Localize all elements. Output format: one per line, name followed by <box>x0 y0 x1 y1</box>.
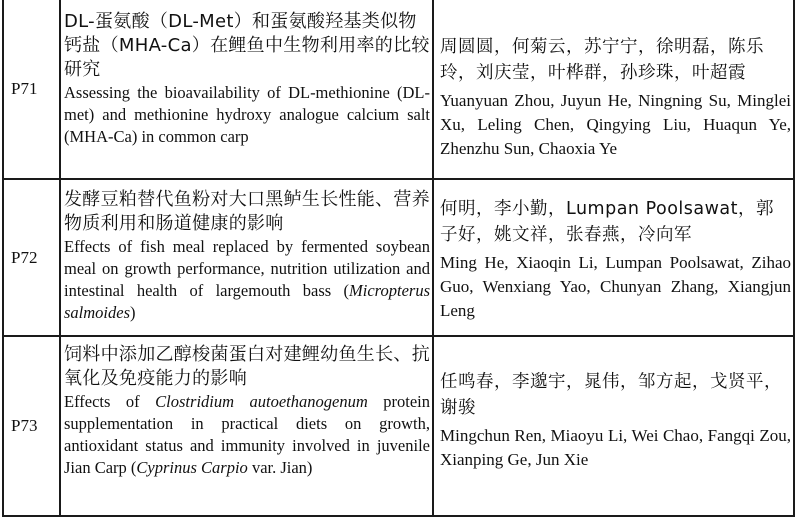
english-authors: Yuanyuan Zhou, Juyun He, Ningning Su, Minglei Xu, Leling Chen, Qingying Liu, Huaqun Ye, Zhenzhu Sun, Chaoxia Ye <box>440 91 791 158</box>
title-cell <box>60 336 433 516</box>
english-authors: Mingchun Ren, Miaoyu Li, Wei Chao, Fangqi Zou, Xianping Ge, Jun Xie <box>440 426 791 469</box>
species-name: Micropterus salmoides <box>64 281 430 322</box>
poster-id: P73 <box>3 336 60 516</box>
species-name: Cyprinus Carpio <box>136 458 248 477</box>
english-title <box>64 82 430 148</box>
author-cell <box>433 0 794 179</box>
english-title-segment: Assessing the bioavailability of DL-methionine (DL-met) and methionine hydroxy analogue calcium salt (MHA-Ca) in common carp <box>64 83 430 146</box>
chinese-authors: 任鸣春，李邈宇，晁伟，邹方起，戈贤平，谢骏 <box>440 372 782 418</box>
abstract-table <box>2 0 795 517</box>
chinese-authors: 何明，李小勤，Lumpan Poolsawat，郭子好，姚文祥，张春燕，冷向军 <box>440 199 775 245</box>
chinese-title: DL-蛋氨酸（DL-Met）和蛋氨酸羟基类似物钙盐（MHA-Ca）在鲤鱼中生物利用率的比较研究 <box>64 11 430 80</box>
table-row <box>3 336 794 516</box>
english-title <box>64 236 430 324</box>
english-title <box>64 391 430 479</box>
english-title-segment: Effects of <box>64 392 156 411</box>
author-cell <box>433 179 794 336</box>
english-title-segment: ) <box>130 303 136 322</box>
chinese-title: 发酵豆粕替代鱼粉对大口黑鲈生长性能、营养物质利用和肠道健康的影响 <box>64 189 430 234</box>
poster-id: P71 <box>3 0 60 179</box>
title-cell <box>60 179 433 336</box>
chinese-authors: 周圆圆，何菊云，苏宁宁，徐明磊，陈乐玲，刘庆莹，叶桦群，孙珍珠，叶超霞 <box>440 37 764 83</box>
chinese-title: 饲料中添加乙醇梭菌蛋白对建鲤幼鱼生长、抗氧化及免疫能力的影响 <box>64 344 430 389</box>
title-cell <box>60 0 433 179</box>
author-cell <box>433 336 794 516</box>
table-row <box>3 0 794 179</box>
english-title-segment: protein supplementation in practical diets on growth, antioxidant status and immunity involved in juvenile Jian Carp ( <box>64 392 430 477</box>
english-title-segment: Effects of fish meal replaced by fermented soybean meal on growth performance, nutrition utilization and intestinal health of largemouth bass ( <box>64 237 430 300</box>
english-authors: Ming He, Xiaoqin Li, Lumpan Poolsawat, Zihao Guo, Wenxiang Yao, Chunyan Zhang, Xiangjun Leng <box>440 253 791 320</box>
species-name: Clostridium autoethanogenum <box>155 392 368 411</box>
table-row <box>3 179 794 336</box>
english-title-segment: var. Jian) <box>247 458 313 477</box>
poster-id: P72 <box>3 179 60 336</box>
